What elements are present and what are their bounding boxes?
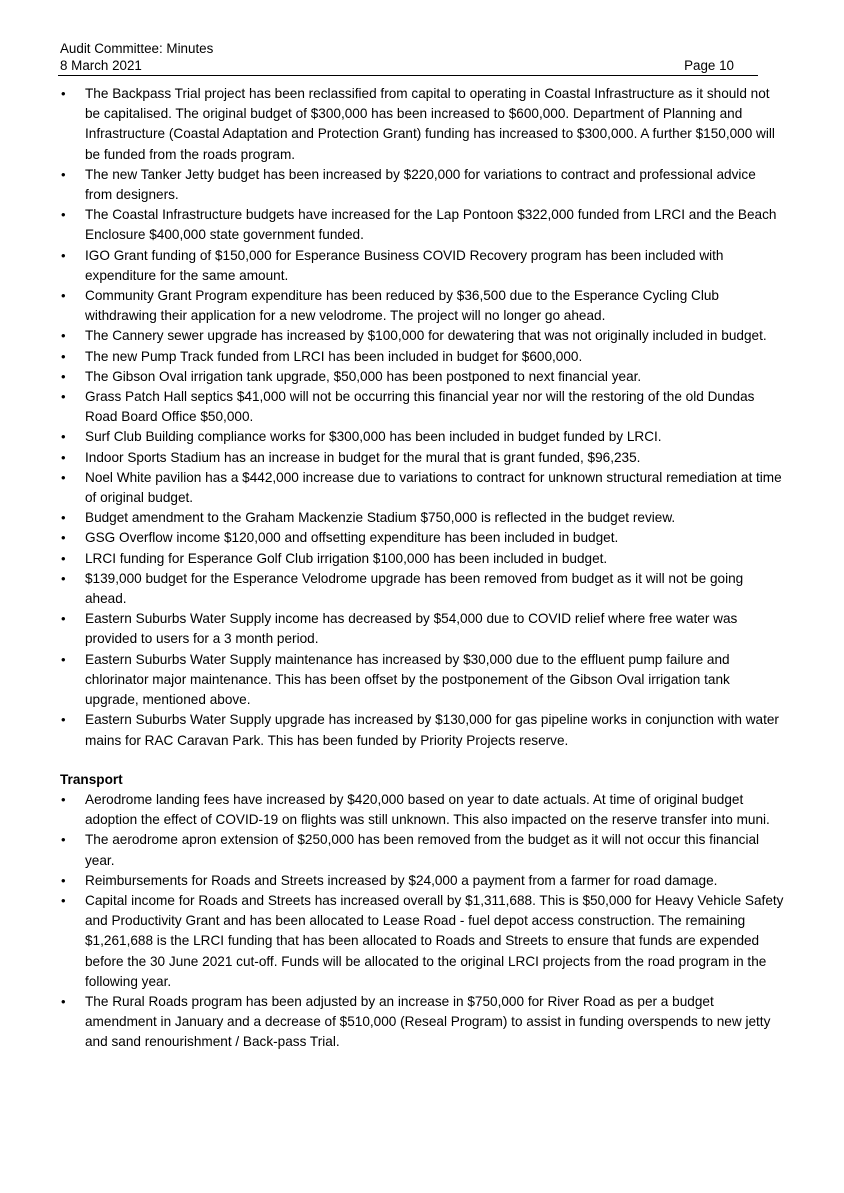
list-item: • Capital income for Roads and Streets has increased overall by $1,311,688. This is $50,000 for Heavy Vehicle Safety and Productivity Grant and has been allocated to Lease Road - fuel depot access construction. The remaining $1,261,688 is the LRCI funding that has been allocated to Roads and Streets to ensure that funds are expended before the 30 June 2021 cut-off. Funds will be allocated to the original LRCI projects from the road program in the following year. <box>60 891 784 992</box>
meeting-date: 8 March 2021 <box>60 58 142 73</box>
list-item: • Grass Patch Hall septics $41,000 will not be occurring this financial year nor will the restoring of the old Dundas Road Board Office $50,000. <box>60 387 784 427</box>
list-item: • The Cannery sewer upgrade has increased by $100,000 for dewatering that was not originally included in budget. <box>60 326 784 346</box>
list-item: • The Rural Roads program has been adjusted by an increase in $750,000 for River Road as per a budget amendment in January and a decrease of $510,000 (Reseal Program) to assist in funding overspends to new jetty and sand renourishment / Back-pass Trial. <box>60 992 784 1053</box>
list-item: • Reimbursements for Roads and Streets increased by $24,000 a payment from a farmer for road damage. <box>60 871 784 891</box>
list-item: • The new Pump Track funded from LRCI has been included in budget for $600,000. <box>60 347 784 367</box>
list-item: • IGO Grant funding of $150,000 for Esperance Business COVID Recovery program has been included with expenditure for the same amount. <box>60 246 784 286</box>
list-item: • Surf Club Building compliance works for $300,000 has been included in budget funded by LRCI. <box>60 427 784 447</box>
header-row <box>60 57 758 74</box>
list-item: • The Backpass Trial project has been reclassified from capital to operating in Coastal Infrastructure as it should not be capitalised. The original budget of $300,000 has been increased to $600,000. Department of Planning and Infrastructure (Coastal Adaptation and Protection Grant) funding has increased to $300,000. A further $150,000 will be funded from the roads program. <box>60 84 784 165</box>
transport-heading: Transport <box>60 771 123 787</box>
list-item: • The Gibson Oval irrigation tank upgrade, $50,000 has been postponed to next financial year. <box>60 367 784 387</box>
list-item: • Eastern Suburbs Water Supply upgrade has increased by $130,000 for gas pipeline works in conjunction with water mains for RAC Caravan Park. This has been funded by Priority Projects reserve. <box>60 710 784 750</box>
list-item: • The new Tanker Jetty budget has been increased by $220,000 for variations to contract and professional advice from designers. <box>60 165 784 205</box>
list-item: • Aerodrome landing fees have increased by $420,000 based on year to date actuals. At time of original budget adoption the effect of COVID-19 on flights was still unknown. This also impacted on the reserve transfer into muni. <box>60 790 784 830</box>
budget-changes-list <box>60 84 784 751</box>
page-number: Page 10 <box>684 58 734 73</box>
document-body <box>60 84 784 1053</box>
list-item: • Eastern Suburbs Water Supply maintenance has increased by $30,000 due to the effluent pump failure and chlorinator major maintenance. This has been offset by the postponement of the Gibson Oval irrigation tank upgrade, mentioned above. <box>60 650 784 711</box>
header-divider <box>58 75 758 76</box>
transport-list <box>60 790 784 1053</box>
list-item: • LRCI funding for Esperance Golf Club irrigation $100,000 has been included in budget. <box>60 549 784 569</box>
list-item: • Indoor Sports Stadium has an increase in budget for the mural that is grant funded, $96,235. <box>60 448 784 468</box>
list-item: • Community Grant Program expenditure has been reduced by $36,500 due to the Esperance Cycling Club withdrawing their application for a new velodrome. The project will no longer go ahead. <box>60 286 784 326</box>
list-item: • The aerodrome apron extension of $250,000 has been removed from the budget as it will not occur this financial year. <box>60 830 784 870</box>
list-item: • Eastern Suburbs Water Supply income has decreased by $54,000 due to COVID relief where free water was provided to users for a 3 month period. <box>60 609 784 649</box>
list-item: • $139,000 budget for the Esperance Velodrome upgrade has been removed from budget as it will not be going ahead. <box>60 569 784 609</box>
list-item: • Budget amendment to the Graham Mackenzie Stadium $750,000 is reflected in the budget review. <box>60 508 784 528</box>
list-item: • GSG Overflow income $120,000 and offsetting expenditure has been included in budget. <box>60 528 784 548</box>
list-item: • The Coastal Infrastructure budgets have increased for the Lap Pontoon $322,000 funded from LRCI and the Beach Enclosure $400,000 state government funded. <box>60 205 784 245</box>
list-item: • Noel White pavilion has a $442,000 increase due to variations to contract for unknown structural remediation at time of original budget. <box>60 468 784 508</box>
document-title: Audit Committee: Minutes <box>60 41 214 56</box>
page-header <box>60 40 758 74</box>
